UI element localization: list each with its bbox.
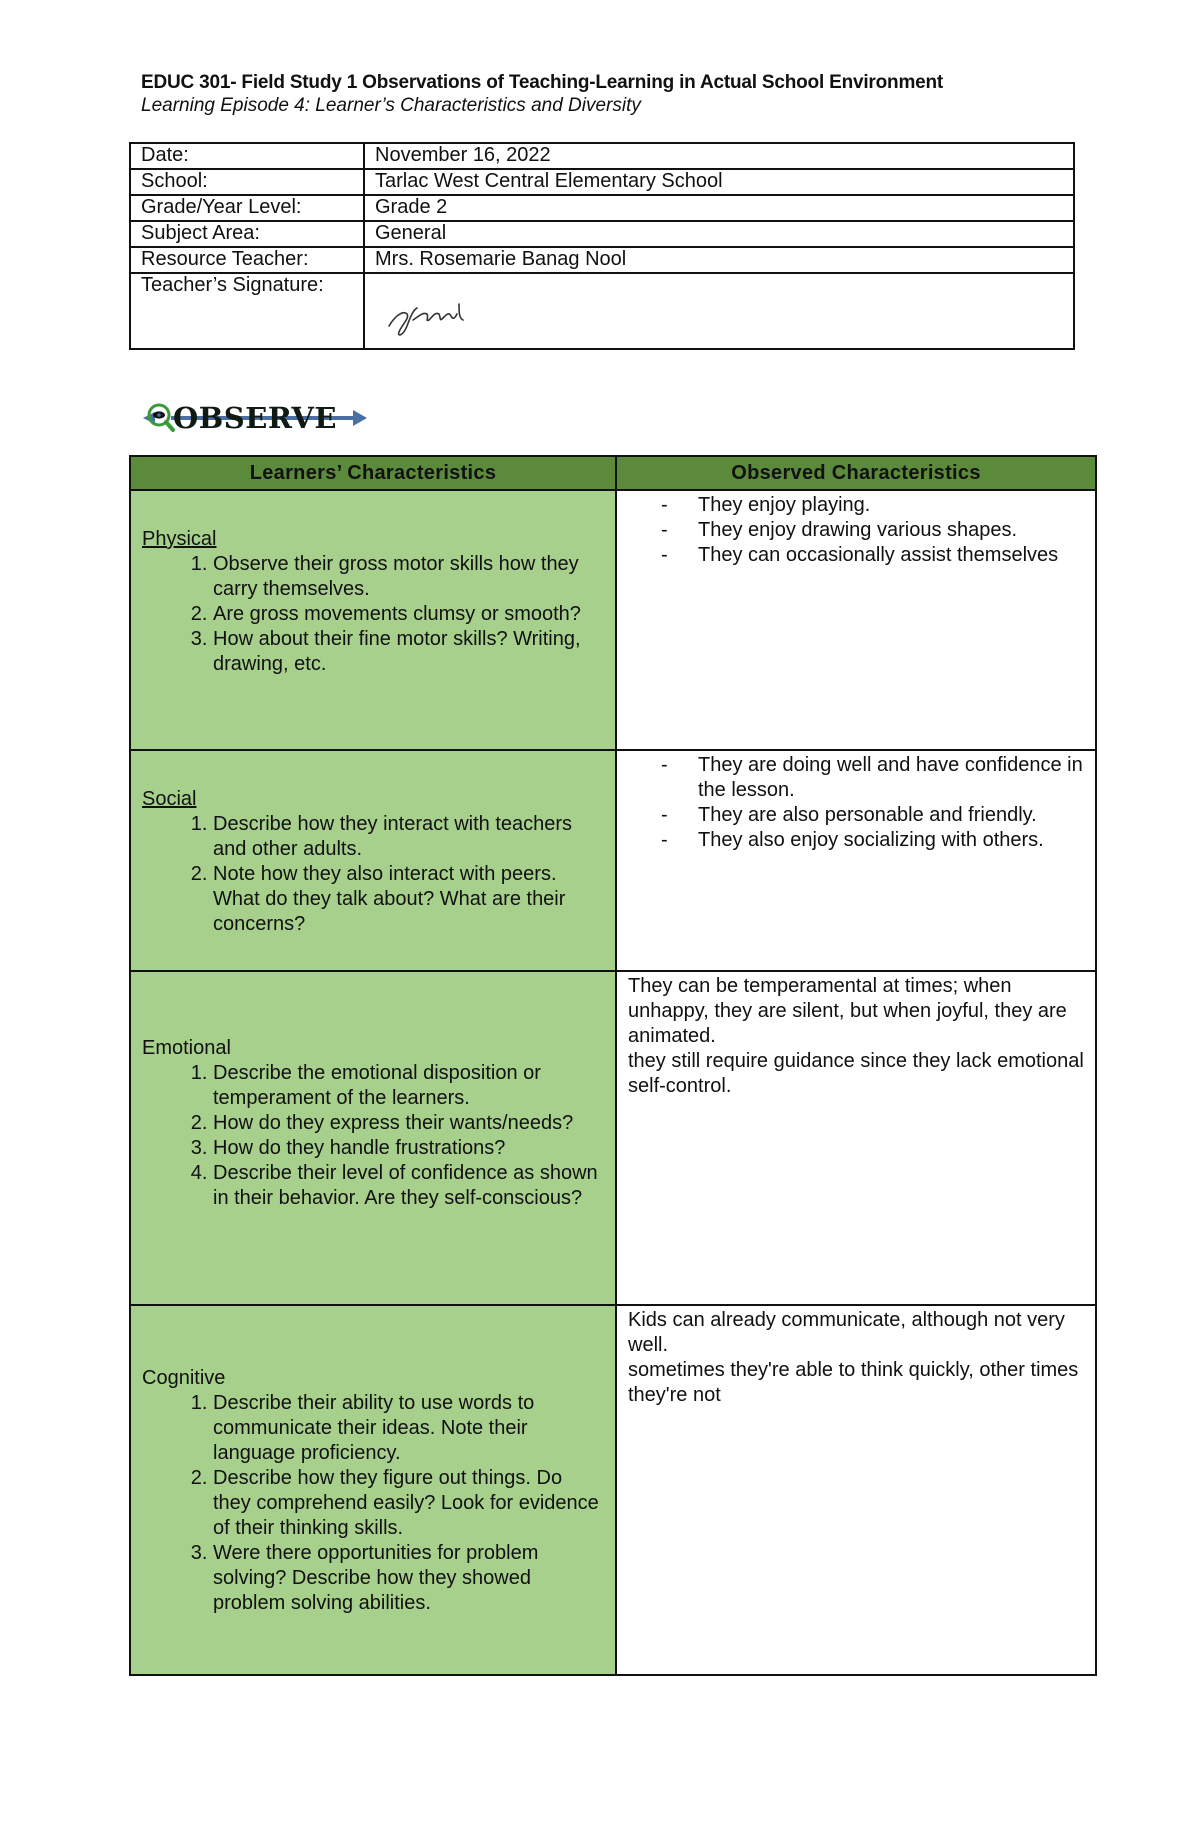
question-item: 1. Describe their ability to use words to communicate their ideas. Note their language proficiency. — [213, 1391, 605, 1466]
info-row-subject — [130, 221, 1074, 247]
info-label: Subject Area: — [130, 221, 364, 247]
observation-paragraph: They can be temperamental at times; when unhappy, they are silent, but when joyful, they are animated. — [628, 975, 1067, 1047]
column-header: Learners’ Characteristics — [130, 456, 616, 490]
characteristics-cell — [130, 490, 616, 750]
observation-item: - They enjoy drawing various shapes. — [698, 518, 1085, 543]
observe-logo-text: OBSERVE — [173, 401, 337, 435]
info-label: Resource Teacher: — [130, 247, 364, 273]
info-row-date — [130, 143, 1074, 169]
question-item: 2. Note how they also interact with peers. What do they talk about? What are their concerns? — [213, 862, 605, 937]
category-label: Emotional — [142, 1037, 231, 1059]
observation-item: - They are doing well and have confidence in the lesson. — [698, 753, 1085, 803]
observation-item: - They also enjoy socializing with others. — [698, 828, 1085, 853]
characteristics-cell — [130, 1305, 616, 1675]
info-row-grade — [130, 195, 1074, 221]
question-item: 3. Were there opportunities for problem solving? Describe how they showed problem solving abilities. — [213, 1541, 605, 1616]
observation-item: - They are also personable and friendly. — [698, 803, 1085, 828]
question-item: 1. Observe their gross motor skills how they carry themselves. — [213, 552, 605, 602]
observe-logo — [141, 398, 371, 443]
observation-paragraph: sometimes they're able to think quickly, other times they're not — [628, 1359, 1079, 1406]
signature-cell — [364, 273, 1074, 349]
category-label: Physical — [142, 528, 217, 550]
observation-row-cognitive — [130, 1305, 1096, 1675]
observation-row-emotional — [130, 971, 1096, 1305]
question-list — [142, 812, 605, 937]
document-subtitle: Learning Episode 4: Learner’s Characteristics and Diversity — [141, 95, 641, 116]
question-item: 2. How do they express their wants/needs? — [213, 1111, 605, 1136]
info-label: Teacher’s Signature: — [130, 273, 364, 349]
info-table — [129, 142, 1075, 350]
observation-table — [129, 455, 1097, 1676]
question-item: 1. Describe how they interact with teachers and other adults. — [213, 812, 605, 862]
question-item: 3. How do they handle frustrations? — [213, 1136, 605, 1161]
characteristics-cell — [130, 750, 616, 971]
question-list — [142, 1061, 605, 1211]
observations-cell — [616, 971, 1096, 1305]
info-value: General — [364, 221, 1074, 247]
observation-list — [628, 753, 1085, 853]
observation-paragraph: they still require guidance since they lack emotional self-control. — [628, 1050, 1084, 1097]
question-item: 3. How about their fine motor skills? Writing, drawing, etc. — [213, 627, 605, 677]
info-row-school — [130, 169, 1074, 195]
question-item: 4. Describe their level of confidence as shown in their behavior. Are they self-conscious? — [213, 1161, 605, 1211]
question-item: 2. Describe how they figure out things. Do they comprehend easily? Look for evidence of their thinking skills. — [213, 1466, 605, 1541]
question-list — [142, 552, 605, 677]
info-row-signature — [130, 273, 1074, 349]
observations-cell — [616, 1305, 1096, 1675]
observations-cell — [616, 750, 1096, 971]
characteristics-cell — [130, 971, 616, 1305]
info-value: Grade 2 — [364, 195, 1074, 221]
category-label: Social — [142, 788, 197, 810]
handwritten-signature — [383, 296, 473, 338]
column-header: Observed Characteristics — [616, 456, 1096, 490]
category-label: Cognitive — [142, 1367, 226, 1389]
question-item: 2. Are gross movements clumsy or smooth? — [213, 602, 605, 627]
question-item: 1. Describe the emotional disposition or temperament of the learners. — [213, 1061, 605, 1111]
magnifier-eye-icon — [141, 398, 371, 438]
info-value: Tarlac West Central Elementary School — [364, 169, 1074, 195]
observations-cell — [616, 490, 1096, 750]
observation-list — [628, 493, 1085, 568]
info-value: Mrs. Rosemarie Banag Nool — [364, 247, 1074, 273]
info-row-teacher — [130, 247, 1074, 273]
question-list — [142, 1391, 605, 1616]
document-title: EDUC 301- Field Study 1 Observations of Teaching-Learning in Actual School Environment — [141, 72, 944, 93]
info-label: Date: — [130, 143, 364, 169]
observation-paragraph: Kids can already communicate, although not very well. — [628, 1309, 1065, 1356]
observation-item: - They enjoy playing. — [698, 493, 1085, 518]
observation-header-row — [130, 456, 1096, 490]
observation-row-physical — [130, 490, 1096, 750]
info-value: November 16, 2022 — [364, 143, 1074, 169]
observation-row-social — [130, 750, 1096, 971]
info-label: Grade/Year Level: — [130, 195, 364, 221]
info-label: School: — [130, 169, 364, 195]
observation-item: - They can occasionally assist themselves — [698, 543, 1085, 568]
